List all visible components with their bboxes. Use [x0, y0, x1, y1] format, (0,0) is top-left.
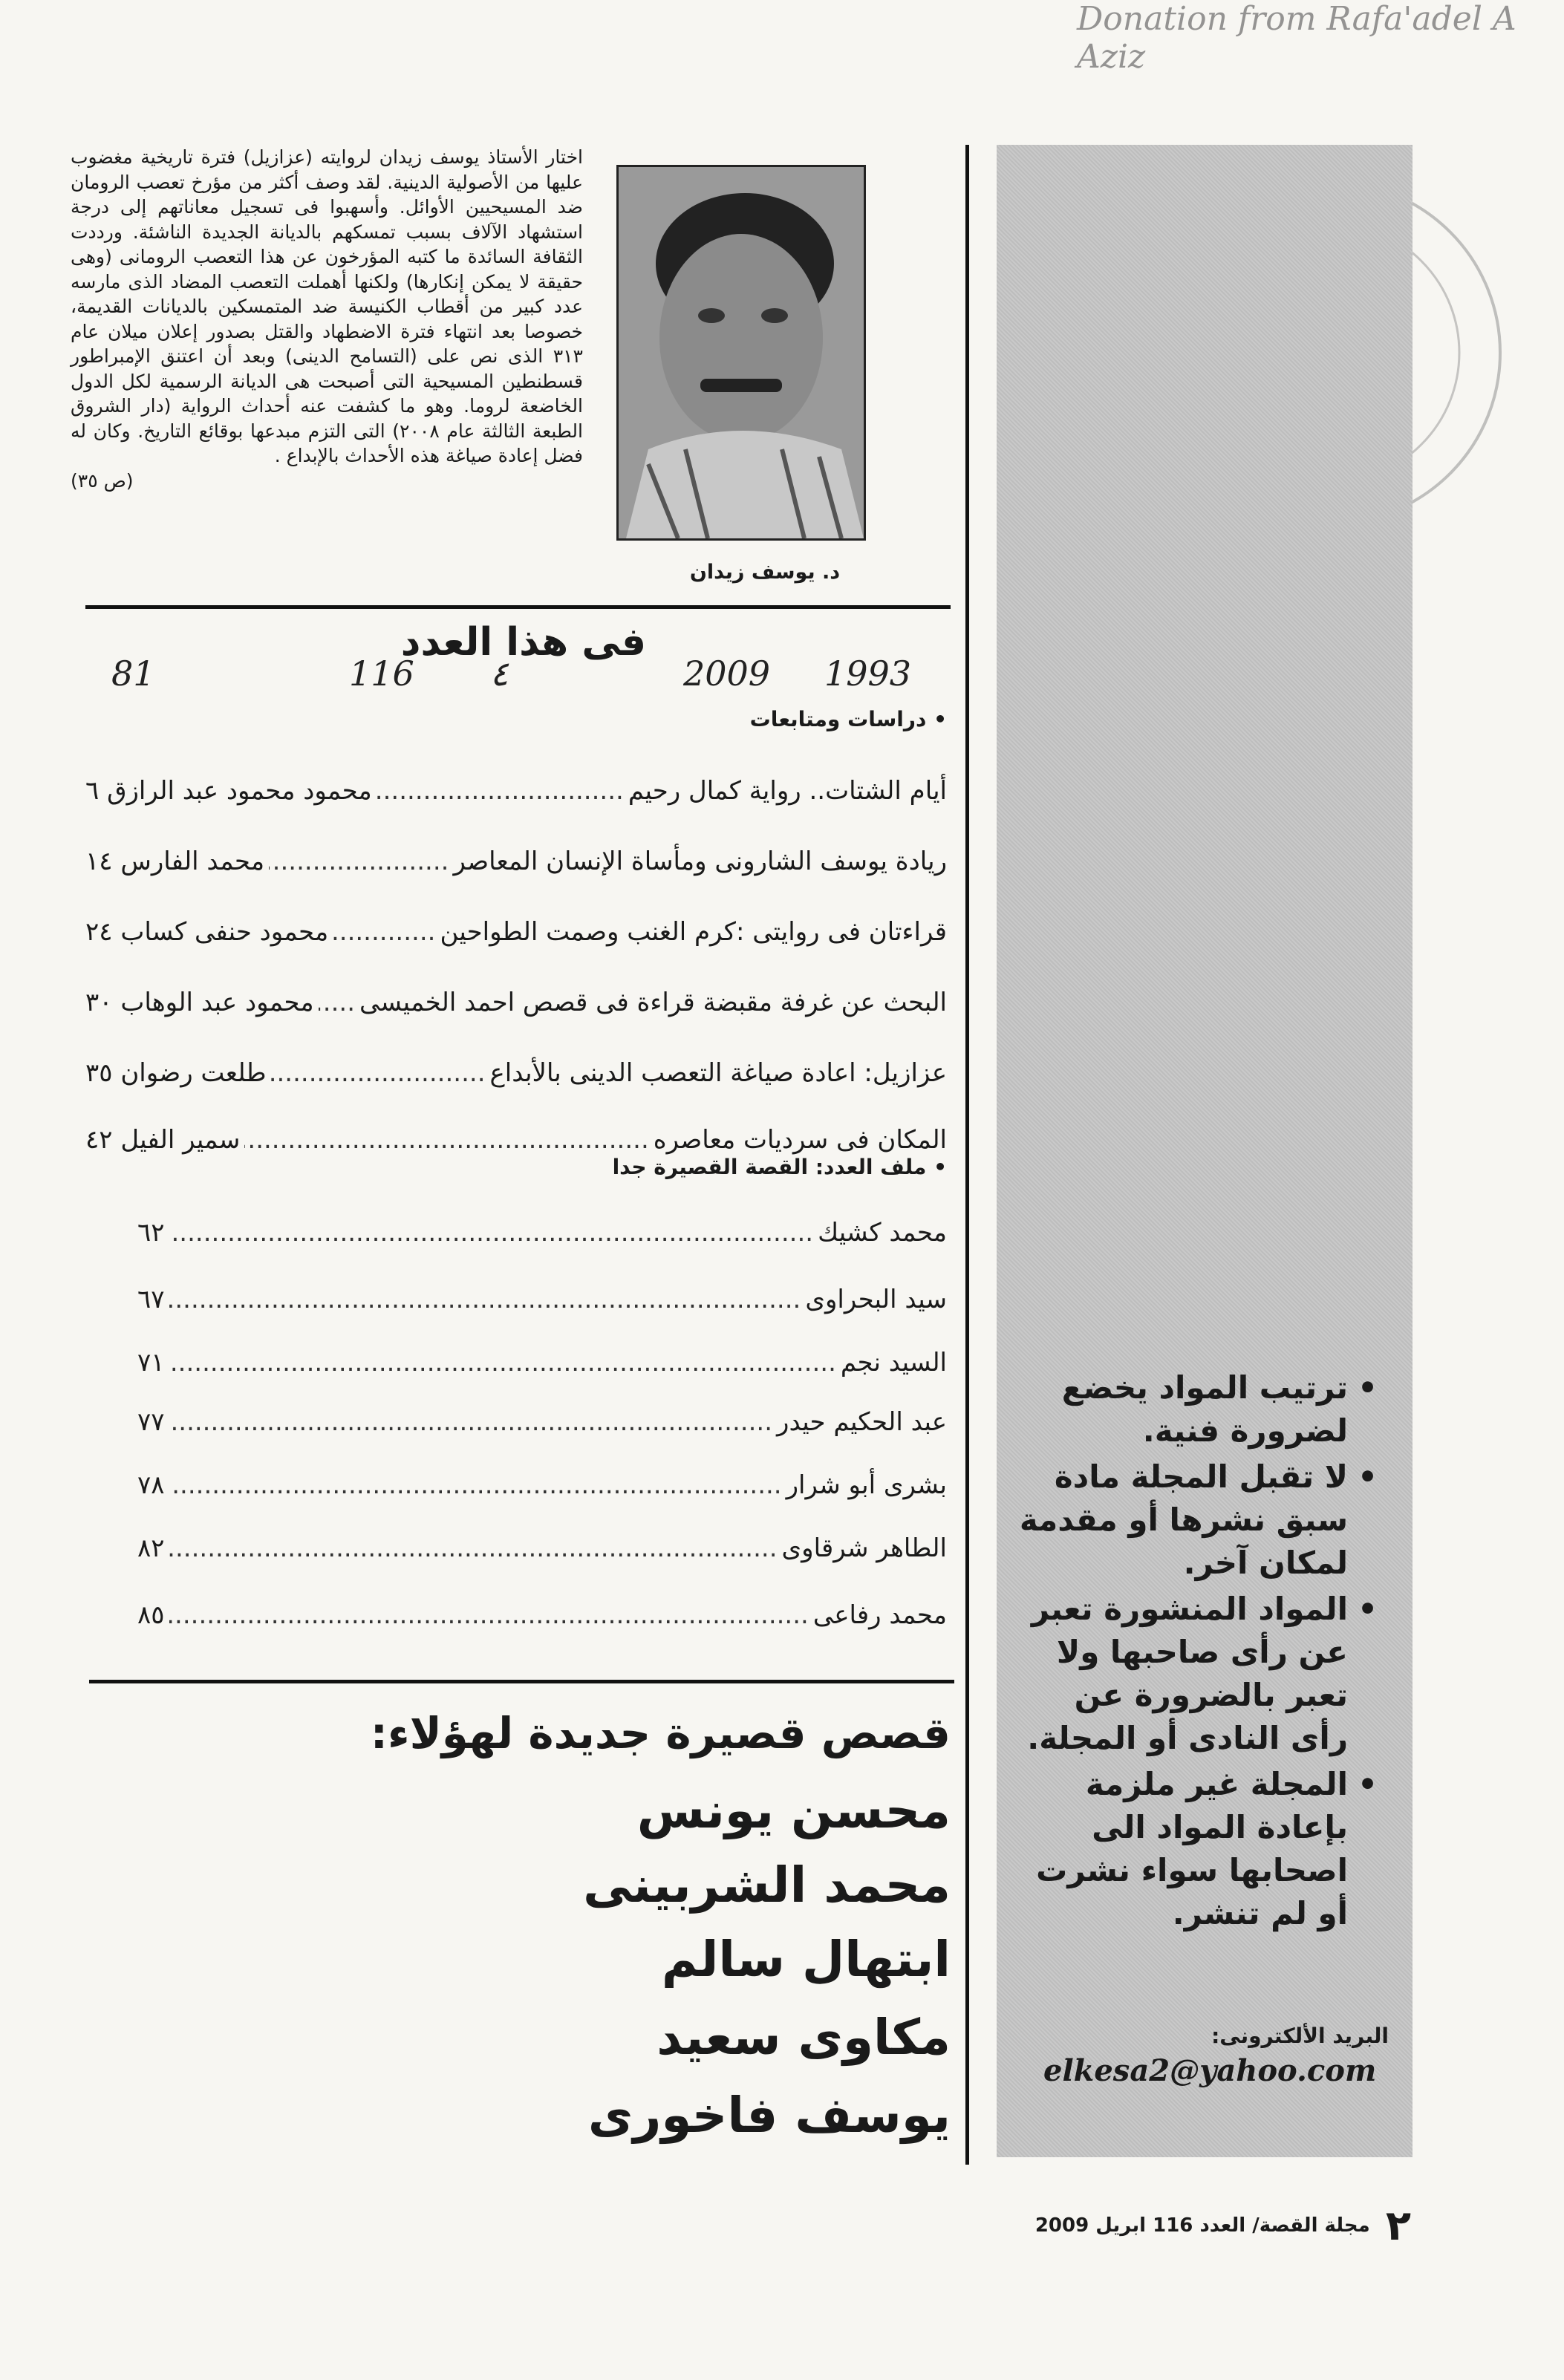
page-number: ٢ — [1385, 2202, 1411, 2250]
file-item-name: السيد نجم — [840, 1348, 947, 1378]
toc-item — [85, 1058, 947, 1091]
toc-item-author: طلعت رضوان ٣٥ — [85, 1058, 267, 1088]
email-label: البريد الألكترونى: — [1211, 2024, 1389, 2048]
toc-item-author: محمود حنفى كساب ٢٤ — [85, 917, 329, 947]
author-photo — [616, 165, 866, 541]
handwritten-year-2: 2009 — [683, 653, 771, 694]
toc-item — [85, 1125, 947, 1158]
file-item-name: عبد الحكيم حيدر — [777, 1407, 947, 1437]
file-item — [137, 1348, 947, 1380]
file-item — [137, 1407, 947, 1440]
file-item-page: ٧٧ — [137, 1407, 165, 1437]
top-rule — [85, 605, 951, 609]
footer-text: مجلة القصة/ العدد 116 ابريل 2009 — [1034, 2214, 1370, 2237]
file-item-name: بشرى أبو شرار — [786, 1470, 947, 1500]
file-item-page: ٦٧ — [137, 1285, 165, 1314]
file-item — [137, 1600, 947, 1633]
toc-item — [85, 917, 947, 950]
file-item-name: محمد رفاعى — [812, 1600, 947, 1630]
file-item-page: ٦٢ — [137, 1218, 165, 1248]
file-item — [137, 1218, 947, 1251]
file-item-name: محمد كشيك — [818, 1218, 947, 1248]
toc-item — [85, 847, 947, 879]
editorial-note: • لا تقبل المجلة مادة سبق نشرها أو مقدمة لمكان آخر. — [1006, 1455, 1378, 1585]
handwritten-issue: 116 — [349, 653, 414, 694]
file-item — [137, 1470, 947, 1503]
editorial-note: • ترتيب المواد يخضع لضرورة فنية. — [1006, 1366, 1378, 1453]
toc-item — [85, 988, 947, 1020]
editorial-note: • المواد المنشورة تعبر عن رأى صاحبها ولا تعبر بالضرورة عن رأى النادى أو المجلة. — [1006, 1588, 1378, 1760]
file-item-page: ٧٨ — [137, 1470, 165, 1500]
file-item-page: ٨٢ — [137, 1533, 165, 1563]
new-story-author: يوسف فاخورى — [587, 2087, 951, 2144]
toc-item-title: المكان فى سرديات معاصره — [653, 1125, 947, 1155]
toc-item-author: سمير الفيل ٤٢ — [85, 1125, 241, 1155]
file-item-page: ٨٥ — [137, 1600, 165, 1630]
handwritten-notes — [104, 653, 921, 705]
toc-item-title: أيام الشتات.. رواية كمال رحيم — [628, 776, 947, 806]
file-item — [137, 1533, 947, 1566]
toc-item-author: محمود محمود عبد الرازق ٦ — [85, 776, 372, 806]
editorial-notes — [1006, 1366, 1378, 1938]
photo-caption: د. يوسف زيدان — [689, 561, 841, 584]
new-story-author: محسن يونس — [636, 1782, 951, 1839]
handwritten-number: ٤ — [490, 653, 509, 694]
file-item-page: ٧١ — [137, 1348, 165, 1378]
toc-item-title: عزازيل: اعادة صياغة التعصب الدينى بالأبداع — [489, 1058, 947, 1088]
contents-title: فى هذا العدد — [400, 620, 646, 665]
page-footer — [743, 2202, 1411, 2250]
intro-page-ref: (ص ٣٥) — [71, 469, 134, 492]
toc-item-title: ريادة يوسف الشارونى ومأساة الإنسان المعاصر — [453, 847, 947, 876]
new-story-author: مكاوى سعيد — [656, 2009, 951, 2066]
intro-paragraph — [71, 145, 583, 493]
file-item-name: سيد البحراوى — [805, 1285, 947, 1314]
middle-rule — [89, 1680, 954, 1683]
email-address[interactable]: elkesa2@yahoo.com — [1043, 2053, 1377, 2088]
toc-item-title: البحث عن غرفة مقبضة قراءة فى قصص احمد الخميسى — [359, 988, 947, 1017]
column-divider — [965, 145, 969, 2165]
editorial-note: • المجلة غير ملزمة بإعادة المواد الى اصحابها سواء نشرت أو لم تنشر. — [1006, 1763, 1378, 1935]
handwritten-year: 1993 — [824, 653, 912, 694]
new-story-author: محمد الشربينى — [583, 1856, 951, 1914]
file-item-name: الطاهر شرقاوى — [781, 1533, 947, 1563]
toc-item-author: محمد الفارس ١٤ — [85, 847, 265, 876]
new-story-author: ابتهال سالم — [661, 1931, 951, 1988]
corner-handwriting: Donation from Rafa'adel A Aziz — [1077, 0, 1516, 76]
toc-item-title: قراءتان فى روايتى :كرم الغنب وصمت الطواحين — [440, 917, 947, 947]
handwritten-code: 81 — [111, 653, 155, 694]
file-item — [137, 1285, 947, 1317]
section-file-title: • ملف العدد: القصة القصيرة جدا — [612, 1155, 947, 1179]
toc-item-author: محمود عبد الوهاب ٣٠ — [85, 988, 314, 1017]
new-stories-title: قصص قصيرة جديدة لهؤلاء: — [370, 1708, 951, 1758]
intro-text: اختار الأستاذ يوسف زيدان لروايته (عزازيل) فترة تاريخية مغضوب عليها من الأصولية الدينية. لقد وصف أكثر من مؤرخ تعصب الرومان ضد المسيحيين الأوائل. وأسهبوا فى تسجيل معاناتهم إلى درجة استشهاد الآلاف بسبب تمسكهم بالديانة الجديدة الناشئة. ورددت الثقافة السائدة ما كتبه المؤرخون عن هذا التعصب الرومانى (وهى حقيقة لا يمكن إنكارها) ولكنها أهملت التعصب المضاد الذى مارسه عدد كبير من أقطاب الكنيسة ضد المتمسكين بالديانات القديمة، خصوصا بعد انتهاء فترة الاضطهاد والقتل بصدور إعلان ميلان عام ٣١٣ الذى نص على (التسامح الدينى) وبعد أن اعتنق الإمبراطور قسطنطين المسيحية التى أصبحت هى الديانة الرسمية لكل الدول الخاضعة لروما. وهو ما كشفت عنه أحداث الرواية (دار الشروق الطبعة الثالثة عام ٢٠٠٨) التى التزم مبدعها بوقائع التاريخ. وكان له فضل إعادة صياغة هذه الأحداث بالإبداع . — [71, 146, 583, 466]
section-studies-title: • دراسات ومتابعات — [749, 707, 947, 731]
toc-item — [85, 776, 947, 809]
